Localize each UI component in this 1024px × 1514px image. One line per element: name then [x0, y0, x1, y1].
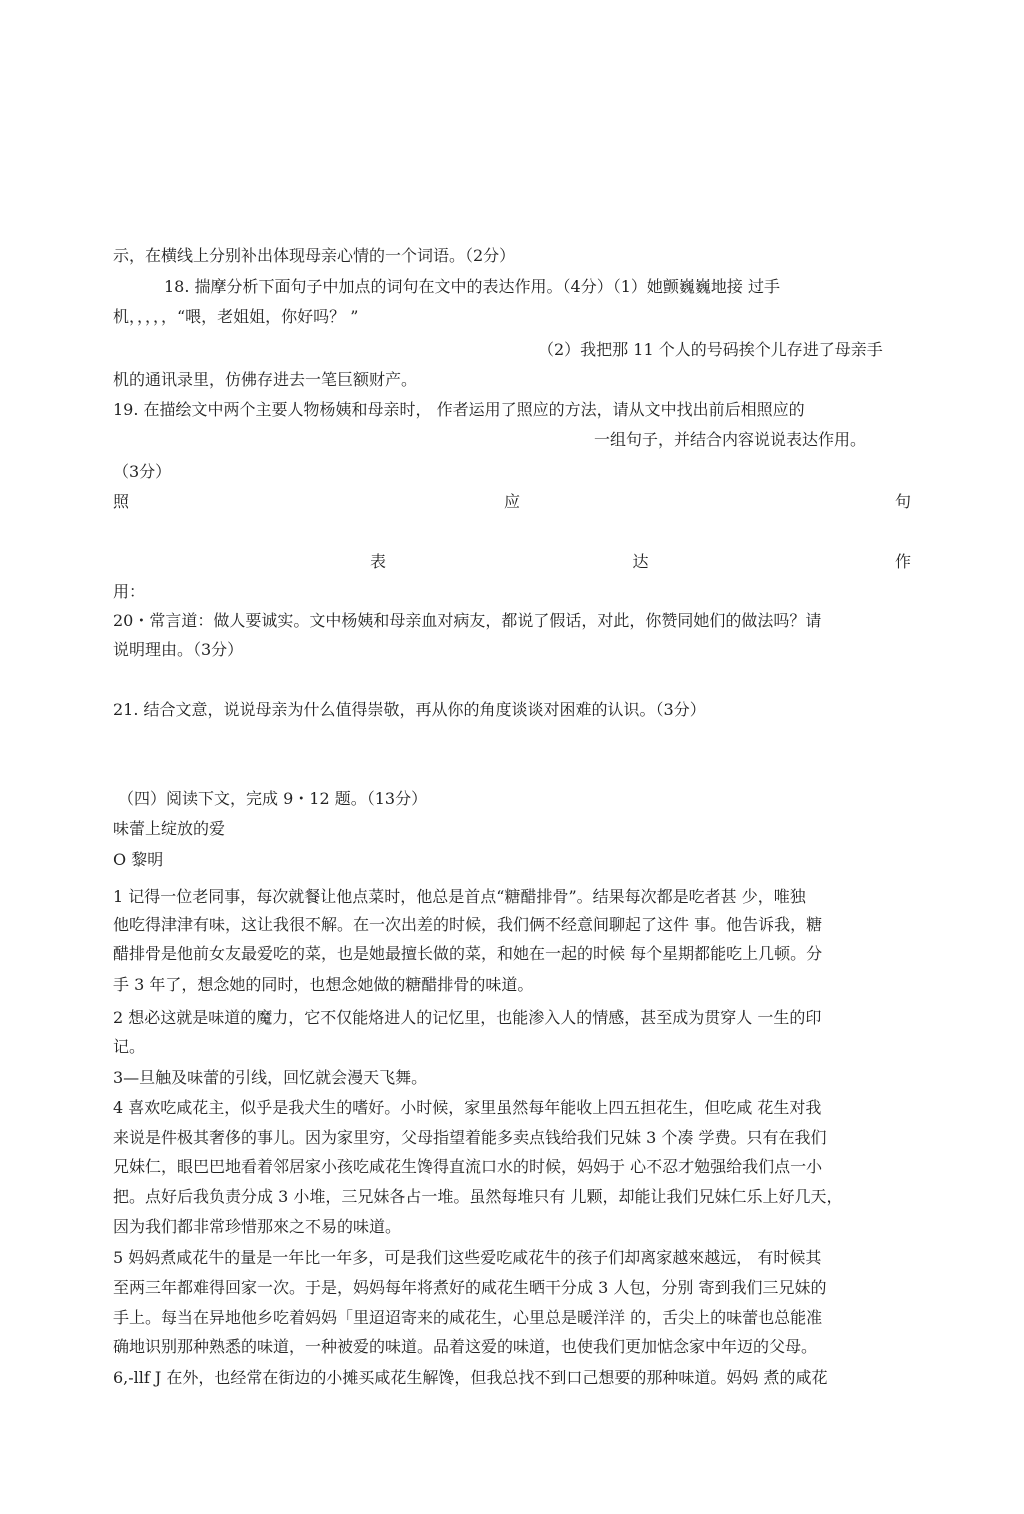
paragraph-line: 1 记得一位老同事，每次就餐让他点菜时，他总是首点“糖醋排骨”。结果每次都是吃者甚 少，唯独: [113, 887, 806, 906]
q18-line3: （2）我把那 11 个人的号码挨个儿存进了母亲手: [538, 340, 883, 359]
paragraph-line: 4 喜欢吃咸花主，似乎是我犬生的嗜好。小时候，家里虽然每年能收上四五担花生，但吃咸 花生对我: [113, 1098, 822, 1117]
answer-char: 作: [894, 552, 911, 571]
q19-answer-row1: [113, 490, 911, 514]
q19-line2: 一组句子，并结合内容说说表达作用。: [594, 430, 867, 449]
paragraph-line: 兄妹仁，眼巴巴地看着邻居家小孩吃咸花生馋得直流口水的时候，妈妈于 心不忍才勉强给我们点一小: [113, 1157, 823, 1176]
q21: 21. 结合文意，说说母亲为什么值得崇敬，再从你的角度谈谈对困难的认识。（3分）: [113, 700, 706, 719]
paragraph-line: 2 想必这就是味道的魔力，它不仅能烙进人的记忆里，也能渗入人的情感，甚至成为贯穿人 一生的印: [113, 1008, 822, 1027]
paragraph-line: 他吃得津津有味，这让我很不解。在一次出差的时候，我们俩不经意间聊起了这件 事。他告诉我，糖: [113, 915, 823, 934]
q19-line1: 19. 在描绘文中两个主要人物杨姨和母亲时， 作者运用了照应的方法，请从文中找出前后相照应的: [113, 400, 805, 419]
paragraph-line: 6,-llf J 在外，也经常在街边的小摊买咸花生解馋，但我总找不到口己想要的那种味道。妈妈 煮的咸花: [113, 1368, 828, 1387]
paragraph-line: 醋排骨是他前女友最爱吃的菜，也是她最擅长做的菜，和她在一起的时候 每个星期都能吃上几顿。分: [113, 944, 823, 963]
answer-char: 应: [503, 492, 520, 511]
answer-char: 句: [894, 492, 911, 511]
paragraph-line: 因为我们都非常珍惜那來之不易的味道。: [113, 1217, 402, 1236]
answer-char: 照: [113, 492, 130, 511]
section-heading: （四）阅读下文，完成 9・12 题。（13分）: [118, 789, 428, 808]
answer-char: 达: [632, 552, 649, 571]
paragraph-line: 确地识别那种熟悉的味道，一种被爱的味道。品着这爱的味道，也使我们更加惦念家中年迈的父母。: [113, 1337, 818, 1356]
q20-line1: 20・常言道：做人要诚实。文中杨姨和母亲血对病友，都说了假话，对此，你赞同她们的做法吗？请: [113, 611, 822, 630]
q18-line4: 机的通讯录里，仿佛存进去一笔巨额财产。: [113, 370, 418, 389]
answer-char: 表: [370, 552, 387, 571]
q19-answer-tail: 用：: [113, 582, 146, 601]
paragraph-line: 5 妈妈煮咸花牛的量是一年比一年多，可是我们这些爱吃咸花牛的孩子们却离家越來越远， 有时候其: [113, 1248, 822, 1267]
paragraph-line: 记。: [113, 1037, 146, 1056]
paragraph-line: 至两三年都难得回家一次。于是，妈妈每年将煮好的咸花生晒干分成 3 人包，分别 寄到我们三兄妹的: [113, 1278, 827, 1297]
paragraph-line: 3—旦触及味蕾的引线，回忆就会漫天飞舞。: [113, 1068, 428, 1087]
q18-line2: 机，，，，，“喂，老姐姐，你好吗？ ”: [113, 307, 359, 326]
q19-score: （3分）: [113, 462, 172, 481]
paragraph-line: 把。点好后我负责分成 3 小堆，三兄妹各占一堆。虽然每堆只有 儿颗，却能让我们兄妹仁乐上好几天，: [113, 1187, 843, 1206]
q18-line1: 18. 揣摩分析下面句子中加点的词句在文中的表达作用。（4分）（1）她颤巍巍地接 过手: [164, 277, 780, 296]
article-author: O 黎明: [113, 850, 164, 869]
paragraph-line: 手上。每当在异地他乡吃着妈妈「里迢迢寄来的咸花生，心里总是暖洋洋 的，舌尖上的味蕾也总能准: [113, 1308, 823, 1327]
q20-line2: 说明理由。（3分）: [113, 640, 244, 659]
q17-tail: 示，在横线上分别补出体现母亲心情的一个词语。（2分）: [113, 246, 516, 265]
q19-answer-row2: [370, 550, 911, 574]
paragraph-line: 来说是件极其奢侈的事儿。因为家里穷，父母指望着能多卖点钱给我们兄妹 3 个凑 学费。只有在我们: [113, 1128, 827, 1147]
paragraph-line: 手 3 年了，想念她的同时，也想念她做的糖醋排骨的味道。: [113, 975, 534, 994]
article-title: 味蕾上绽放的爱: [113, 819, 226, 838]
